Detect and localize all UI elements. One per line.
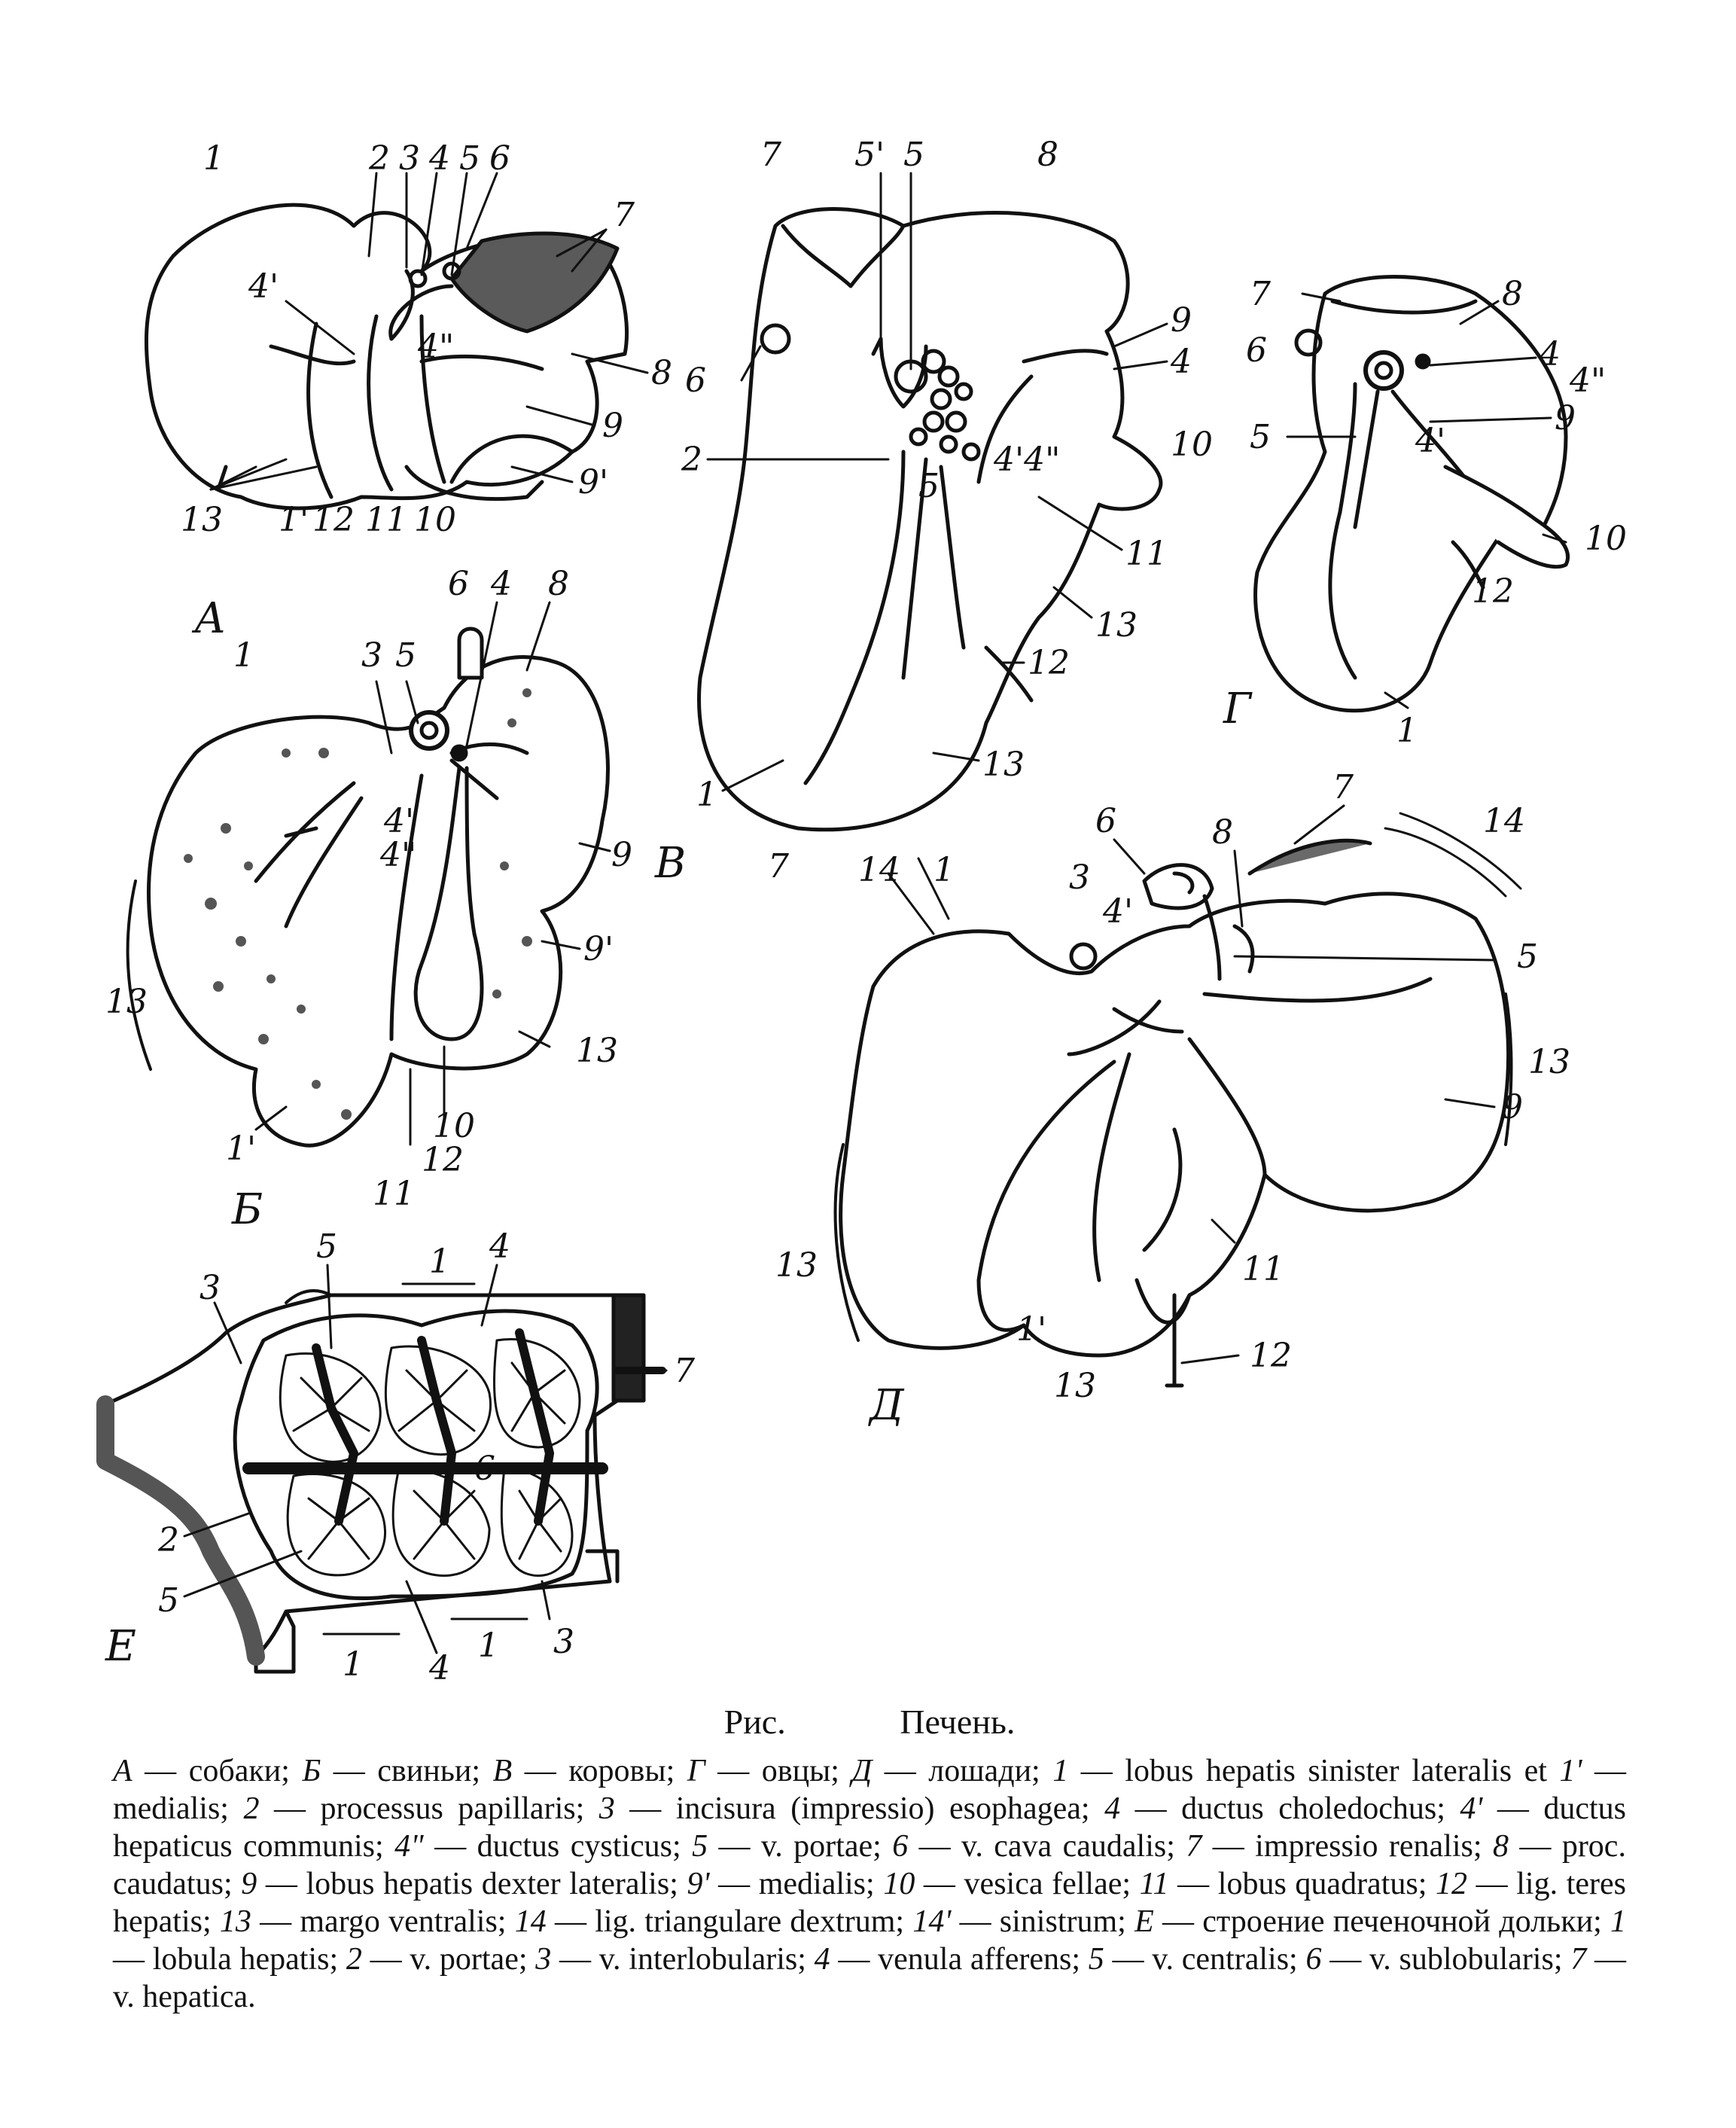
legend-text: — собаки;	[132, 1754, 303, 1788]
panel-a-label: 12	[312, 501, 355, 539]
panel-d-label: 4'	[1103, 892, 1134, 931]
panel-a-label: 5	[459, 139, 480, 178]
legend-key: 4	[814, 1942, 830, 1977]
legend-text: — v. cava caudalis;	[908, 1829, 1186, 1864]
panel-v-label: 7	[768, 847, 789, 886]
panel-g-label: 4'	[1415, 422, 1446, 460]
panel-a-label: 8	[651, 354, 672, 392]
panel-a-letter: А	[194, 594, 227, 643]
panel-d-label: 7	[1332, 768, 1354, 806]
panel-d-label: 13	[775, 1246, 818, 1285]
legend-text: — ductus cysticus;	[423, 1829, 693, 1864]
panel-e-label: 4	[489, 1227, 510, 1266]
panel-d-label: 9	[1502, 1088, 1523, 1126]
panel-g-label: 5	[1250, 418, 1271, 456]
panel-a-label: 3	[399, 139, 420, 178]
panel-a-label: 4	[429, 139, 450, 178]
legend-text: — овцы;	[705, 1754, 852, 1788]
panel-b-labels	[105, 565, 632, 1234]
panel-a-label: 6	[489, 139, 510, 178]
panel-a-label: 7	[614, 196, 635, 234]
panel-v-drawing	[699, 209, 1161, 830]
panel-e-label: 6	[474, 1450, 495, 1488]
panel-e-label: 3	[199, 1269, 221, 1307]
panel-d-label: 13	[1054, 1367, 1096, 1405]
legend-text: — lobula hepatis;	[113, 1942, 346, 1977]
panel-v-label: 5	[918, 467, 940, 505]
panel-v-label: 8	[1037, 136, 1058, 174]
panel-g-label: 10	[1585, 520, 1627, 558]
panel-b-label: 13	[576, 1032, 618, 1070]
legend-text: — lobus hepatis sinister lateralis et	[1068, 1754, 1560, 1788]
panel-d-label: 6	[1095, 802, 1116, 840]
legend-key: 14'	[912, 1904, 952, 1939]
legend-text: — v. hepatica.	[113, 1942, 1627, 2014]
panel-e-label: 4	[429, 1649, 450, 1679]
panel-d-label: 1'	[1016, 1310, 1047, 1349]
panel-d-label: 3	[1069, 858, 1090, 897]
panel-b-label: 9'	[583, 930, 614, 968]
panel-b-label: 3	[361, 636, 382, 675]
legend-key: Д	[851, 1754, 873, 1788]
panel-d-label: 11	[1242, 1250, 1284, 1288]
legend-key: 11	[1139, 1867, 1169, 1901]
legend-key: 3	[598, 1791, 615, 1826]
panel-g-label: 1	[1396, 712, 1418, 750]
legend-text: — лошади;	[872, 1754, 1053, 1788]
legend-text: — v. interlobularis;	[551, 1942, 815, 1977]
legend-key: 8	[1492, 1829, 1509, 1864]
panel-b-label: 12	[422, 1141, 464, 1179]
panel-a-label: 4'	[248, 267, 279, 306]
panel-b-label: 8	[548, 565, 569, 603]
legend-key: А	[113, 1754, 132, 1788]
legend-key: 5	[1088, 1942, 1104, 1977]
caption-title-line	[113, 1702, 1626, 1742]
panel-a-label: 2	[369, 139, 390, 178]
panel-b-label: 13	[105, 983, 148, 1021]
legend-text: — v. sublobularis;	[1321, 1942, 1571, 1977]
panel-b-label: 1'	[226, 1130, 257, 1168]
legend-key: 6	[1305, 1942, 1322, 1977]
panel-v-label: 5	[903, 136, 924, 174]
legend-key: 2	[243, 1791, 260, 1826]
panel-e-label: 5	[158, 1581, 179, 1620]
panel-e-letter: Е	[105, 1622, 136, 1671]
panel-g-label: 8	[1502, 275, 1523, 313]
panel-a-label: 1'	[279, 501, 309, 539]
legend-key: Е	[1134, 1904, 1154, 1939]
panel-e-label: 1	[343, 1645, 364, 1679]
panel-d-label: 13	[1528, 1043, 1570, 1081]
panel-b-label: 4"	[380, 836, 417, 874]
panel-v-letter: В	[655, 839, 687, 888]
legend-key: 7	[1186, 1829, 1202, 1864]
legend-key: 14	[514, 1904, 547, 1939]
panel-d-letter: Д	[870, 1381, 904, 1430]
panel-g-label: 7	[1250, 275, 1271, 313]
panel-g-label: 9	[1555, 399, 1576, 437]
legend-text: — v. portae;	[708, 1829, 893, 1864]
panel-b-label: 10	[433, 1107, 475, 1145]
panel-v-label: 12	[1028, 644, 1070, 682]
panel-d-drawing	[836, 813, 1521, 1386]
legend-key: 4'	[1460, 1791, 1483, 1826]
panel-d-label: 12	[1250, 1337, 1292, 1375]
legend-key: 13	[219, 1904, 251, 1939]
legend-text: — vesica fellae;	[915, 1867, 1140, 1901]
panel-v-label: 11	[1125, 535, 1168, 573]
panel-a-label: 4"	[418, 328, 455, 366]
panel-v-label: 13	[1095, 606, 1138, 645]
panel-v-label: 13	[982, 745, 1025, 784]
legend-text: — lobus quadratus;	[1168, 1867, 1436, 1901]
legend-key: 9	[241, 1867, 257, 1901]
caption-legend	[113, 1752, 1626, 2016]
legend-key: 2	[346, 1942, 362, 1977]
legend-text: — коровы;	[512, 1754, 687, 1788]
panel-a-label: 9'	[578, 463, 609, 502]
panel-b-leaders	[256, 602, 610, 1145]
legend-key: 4	[1104, 1791, 1121, 1826]
panel-e-drawing	[105, 1291, 662, 1672]
legend-key: 5	[692, 1829, 708, 1864]
legend-key: Б	[302, 1754, 321, 1788]
legend-key: 1	[1052, 1754, 1069, 1788]
panel-a-drawing	[146, 205, 626, 508]
panel-d-label: 5	[1517, 937, 1538, 976]
panel-v-label: 2	[681, 441, 702, 479]
panel-a-label: 13	[181, 501, 223, 539]
panel-v-label: 9	[1171, 301, 1192, 340]
legend-text: — medialis;	[113, 1754, 1627, 1826]
panel-v-label: 4'4"	[994, 441, 1061, 479]
panel-g-label: 12	[1472, 572, 1514, 611]
panel-d-label: 1	[933, 851, 955, 889]
panel-d-label: 8	[1212, 813, 1233, 852]
legend-text: — свиньи;	[321, 1754, 493, 1788]
legend-text: — medialis;	[709, 1867, 884, 1901]
legend-key: Г	[687, 1754, 705, 1788]
caption-prefix: Рис.	[723, 1703, 786, 1741]
legend-key: 9'	[687, 1867, 710, 1901]
panel-e-label: 7	[674, 1352, 695, 1390]
panel-b-label: 9	[611, 836, 632, 874]
legend-text: — processus papillaris;	[259, 1791, 599, 1826]
legend-text: — venula afferens;	[830, 1942, 1089, 1977]
legend-key: 6	[892, 1829, 909, 1864]
panel-a-label: 9	[602, 407, 623, 445]
panel-v-label: 1	[696, 776, 717, 814]
panel-a-label: 11	[365, 501, 407, 539]
legend-key: 12	[1436, 1867, 1467, 1901]
panel-e-label: 5	[316, 1227, 337, 1266]
legend-key: 3	[535, 1942, 552, 1977]
panel-b-label: 5	[395, 636, 416, 675]
panel-d-label: 14	[858, 851, 900, 889]
panel-e-label: 1	[478, 1626, 499, 1665]
legend-key: В	[492, 1754, 513, 1788]
panel-d-label: 14	[1483, 802, 1525, 840]
legend-text: — sinistrum;	[951, 1904, 1135, 1939]
panel-a-label: 1	[203, 139, 224, 178]
panel-g-label: 6	[1246, 331, 1267, 370]
legend-text: — v. portae;	[361, 1942, 536, 1977]
panel-e-label: 2	[158, 1521, 179, 1559]
legend-text: — ductus choledochus;	[1120, 1791, 1460, 1826]
legend-text: — строение печеночной дольки;	[1153, 1904, 1610, 1939]
panel-v-label: 5'	[854, 136, 885, 174]
panel-b-label: 1	[233, 636, 254, 675]
legend-text: — proc. caudatus;	[113, 1829, 1626, 1901]
panel-a-label: 10	[414, 501, 456, 539]
legend-text: — v. centralis;	[1104, 1942, 1306, 1977]
panel-b-drawing	[128, 629, 608, 1145]
legend-key: 10	[883, 1867, 915, 1901]
panel-b-letter: Б	[232, 1185, 263, 1234]
panel-b-label: 6	[448, 565, 469, 603]
panel-b-label: 4	[491, 565, 512, 603]
panel-v-label: 6	[685, 361, 706, 400]
legend-text: — impressio renalis;	[1201, 1829, 1493, 1864]
panel-g-label: 4	[1540, 335, 1561, 373]
panel-v-label: 4	[1171, 343, 1192, 381]
panel-v-label: 10	[1171, 425, 1213, 464]
legend-text: — lobus hepatis dexter lateralis;	[257, 1867, 687, 1901]
legend-text: — lig. triangulare dextrum;	[546, 1904, 913, 1939]
panel-g-letter: Г	[1223, 684, 1252, 733]
legend-text: — lig. teres hepatis;	[113, 1867, 1626, 1939]
legend-text: — incisura (impressio) esophagea;	[614, 1791, 1105, 1826]
panel-v-label: 7	[760, 136, 781, 174]
panel-g-drawing	[1256, 277, 1568, 711]
panel-b-label: 11	[373, 1175, 415, 1213]
legend-key: 1'	[1559, 1754, 1582, 1788]
legend-key: 4"	[394, 1829, 424, 1864]
figure-caption	[113, 1702, 1626, 2016]
legend-text: — ductus hepaticus communis;	[113, 1791, 1626, 1864]
panel-e-label: 1	[429, 1242, 450, 1281]
legend-key: 1	[1610, 1904, 1626, 1939]
panel-b-label: 4'	[384, 802, 415, 840]
legend-key: 7	[1570, 1942, 1587, 1977]
caption-title: Печень.	[900, 1703, 1016, 1741]
panel-e-label: 3	[553, 1623, 574, 1661]
panel-g-label: 4"	[1570, 361, 1607, 400]
legend-text: — margo ventralis;	[251, 1904, 515, 1939]
